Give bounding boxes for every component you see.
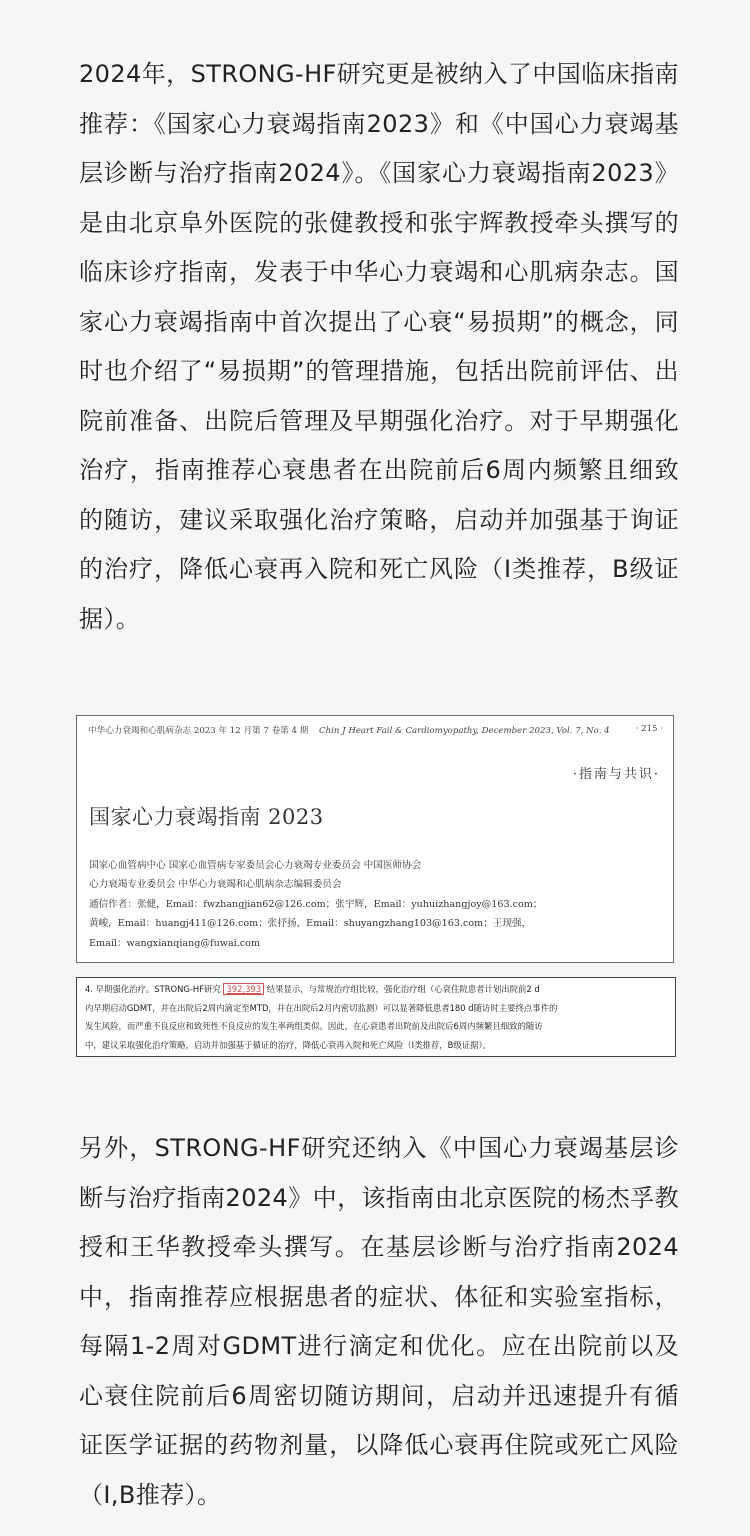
excerpt-line-start: 4. 早期强化治疗。STRONG-HF研究 — [85, 984, 221, 994]
intro-paragraph: 2024年，STRONG-HF研究更是被纳入了中国临床指南推荐：《国家心力衰竭指南2023》和《中国心力衰竭基层诊断与治疗指南2024》。《国家心力衰竭指南2023》是由北京阜外医院的张健教授和张宇辉教授牵头撰写的临床诊疗指南，发表于中华心力衰竭和心肌病杂志。国家心力衰竭指南中首次提出了心衰“易损期”的概念，同时也介绍了“易损期”的管理措施，包括出院前评估、出院前准备、出院后管理及早期强化治疗。对于早期强化治疗，指南推荐心衰患者在出院前后6周内频繁且细致的随访，建议采取强化治疗策略，启动并加强基于询证的治疗，降低心衰再入院和死亡风险（I类推荐，B级证据）。 — [79, 60, 679, 633]
excerpt-line: 内早期启动GDMT，并在出院后2周内滴定至MTD，并在出院后2月内密切监测）可以显著降低患者180 d随访时主要终点事件的 — [85, 1002, 558, 1013]
author-line: 通信作者：张健，Email：fwzhangjian62@126.com；张宇辉，Email：yuhuizhangjoy@163.com； — [89, 898, 543, 910]
reference-link[interactable]: 392,393 — [223, 983, 264, 995]
author-line: 心力衰竭专业委员会 中华心力衰竭和心肌病杂志编辑委员会 — [89, 879, 342, 891]
journal-author-block — [89, 856, 659, 953]
journal-article-title: 国家心力衰竭指南 2023 — [89, 805, 324, 829]
journal-header-en: Chin J Heart Fail & Cardiomyopathy, December 2023, Vol. 7, No. 4 — [319, 726, 610, 736]
journal-header-cn: 中华心力衰竭和心肌病杂志 2023 年 12 月第 7 卷第 4 期 — [88, 726, 309, 736]
journal-header — [88, 724, 663, 736]
journal-column-label: ·指南与共识· — [572, 767, 660, 782]
followup-paragraph: 另外，STRONG-HF研究还纳入《中国心力衰竭基层诊断与治疗指南2024》中，该指南由北京医院的杨杰孚教授和王华教授牵头撰写。在基层诊断与治疗指南2024中，指南推荐应根据患者的症状、体征和实验室指标，每隔1-2周对GDMT进行滴定和优化。应在出院前以及心衰住院前后6周密切随访期间，启动并迅速提升有循证医学证据的药物剂量，以降低心衰再住院或死亡风险（I,B推荐）。 — [79, 1134, 679, 1509]
journal-page-number: · 215 · — [635, 724, 663, 734]
author-line: 国家心血管病中心 国家心血管病专家委员会心力衰竭专业委员会 中国医师协会 — [89, 860, 422, 871]
author-line: 黄峻，Email：huangj411@126.com；张抒扬，Email：shuyangzhang103@163.com；王现强， — [89, 918, 532, 930]
journal-page-screenshot — [76, 715, 674, 963]
excerpt-line: 发生风险，而严重不良反应和致死性不良反应的发生率两组类似。因此，在心衰患者出院前及出院后6周内频繁且细致的随访 — [85, 1021, 543, 1032]
excerpt-line — [85, 980, 669, 999]
excerpt-line-end: 结果显示，与常规治疗组比较，强化治疗组（心衰住院患者计划出院前2 d — [266, 984, 540, 994]
excerpt-line: 中，建议采取强化治疗策略，启动并加强基于循证的治疗，降低心衰再入院和死亡风险（Ⅰ类推荐，B级证据）。 — [85, 1040, 492, 1051]
author-line: Email：wangxianqiang@fuwai.com — [89, 937, 261, 949]
guideline-excerpt-screenshot — [76, 977, 676, 1057]
